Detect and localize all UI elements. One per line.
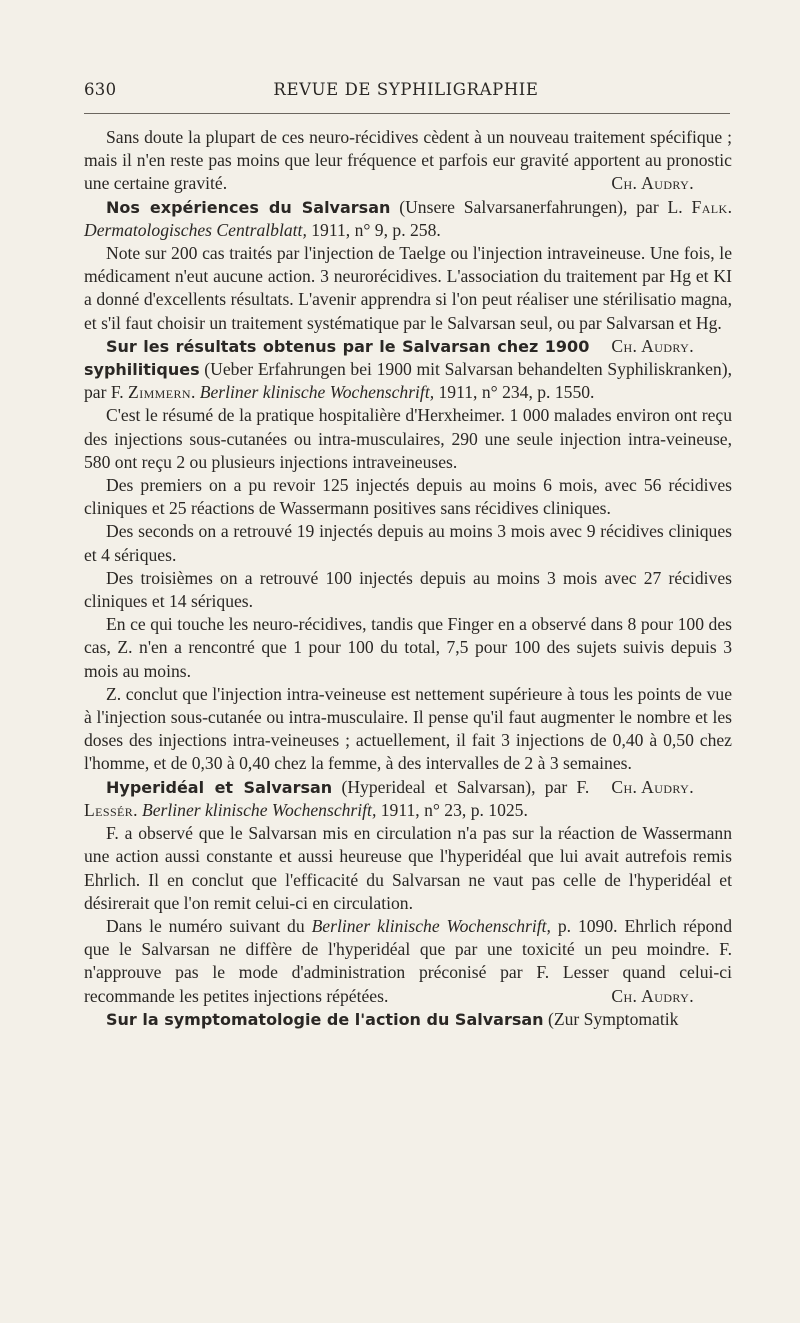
review-text: Note sur 200 cas traités par l'injection de Taelge ou l'injection intraveineuse. Une fois, le médicament n'eut aucune action. 3 neurorécidives. L'association du traitement par Hg et KI a donné d'excellents résultats. L'avenir apprendra si l'on peut réaliser une stérilisatio magna, et s'il faut choisir un traitement systématique par le Salvarsan seul, ou par Salvarsan et Hg. Ch. Audry.: [84, 242, 732, 335]
running-header: [84, 80, 728, 104]
review-title: Nos expériences du Salvarsan: [106, 197, 391, 217]
journal-name: Berliner klinische Wochenschrift,: [311, 915, 551, 936]
journal-title: REVUE DE SYPHILIGRAPHIE: [273, 80, 539, 99]
review-paragraph: Dans le numéro suivant du Berliner klinische Wochenschrift, p. 1090. Ehrlich répond que le Salvarsan ne diffère de l'hyperidéal que par une toxicité un peu moindre. F. n'approuve pas le mode d'administration préconisé par F. Lesser quand celui-ci recommande les petites injections répétées. Ch. Audry.: [84, 915, 732, 1008]
review-paragraph: F. a observé que le Salvarsan mis en circulation n'a pas sur la réaction de Wassermann une action aussi constante et aussi heureuse que l'hyperidéal que lui avait autrefois remis Ehrlich. Il en conclut que l'efficacité du Salvarsan ne vaut pas celle de l'hyperidéal et désirerait que l'on remit celui-ci en circulation.: [84, 823, 732, 913]
review-paragraph: Des seconds on a retrouvé 19 injectés depuis au moins 3 mois avec 9 récidives cliniques et 4 sériques.: [84, 521, 732, 565]
journal-name: Berliner klinische Wochenschrift,: [199, 382, 435, 403]
author-name: Zimmern: [128, 382, 191, 403]
author-name: Lessér: [84, 799, 134, 820]
article-body: [84, 126, 732, 1031]
header-rule: [84, 113, 730, 114]
review-title: Hyperidéal et Salvarsan: [106, 777, 333, 797]
review-heading-zimmern: Sur les résultats obtenus par le Salvarsan chez 1900 syphilitiques (Ueber Erfahrungen bei 1900 mit Salvarsan behandelten Syphiliskranken), par F. Zimmern. Berliner klinische Wochenschrift, 1911, n° 234, p. 1550.: [84, 336, 732, 403]
journal-name: Berliner klinische Wochenschrift,: [141, 799, 377, 820]
review-paragraph: Z. conclut que l'injection intra-veineuse est nettement supérieure à tous les points de vue à l'injection sous-cutanée ou intra-musculaire. Il pense qu'il faut augmenter le nombre et les doses des injections intra-veineuses ; actuellement, il fait 3 injections de 0,40 à 0,50 chez l'homme, et de 0,30 à 0,40 chez la femme, à des intervalles de 2 à 3 semaines. Ch. Audry.: [84, 683, 732, 776]
journal-name: Dermatologisches Centralblatt,: [84, 219, 307, 240]
review-paragraph: Des premiers on a pu revoir 125 injectés depuis au moins 6 mois, avec 56 récidives cliniques et 25 réactions de Wassermann positives sans récidives cliniques.: [84, 475, 732, 519]
author-name: Falk: [691, 196, 728, 217]
signature: Ch. Audry.: [611, 776, 694, 797]
review-heading-falk: Nos expériences du Salvarsan (Unsere Salvarsanerfahrungen), par L. Falk. Dermatologisches Centralblatt, 1911, n° 9, p. 258.: [84, 196, 733, 240]
review-heading-lesser: Hyperidéal et Salvarsan (Hyperideal et Salvarsan), par F. Lessér. Berliner klinische Wochenschrift, 1911, n° 23, p. 1025.: [84, 776, 590, 820]
signature: Ch. Audry.: [611, 335, 694, 356]
intro-paragraph: Sans doute la plupart de ces neuro-récidives cèdent à un nouveau traitement spécifique ; mais il n'en reste pas moins que leur fréquence et parfois eur gravité apportent au pronostic une certaine gravité. Ch. Audry.: [84, 126, 732, 196]
review-title: Sur les résultats obtenus par le Salvarsan chez 1900 syphilitiques: [84, 336, 590, 380]
review-paragraph: En ce qui touche les neuro-récidives, tandis que Finger en a observé dans 8 pour 100 des cas, Z. n'en a rencontré que 1 pour 100 du total, 7,5 pour 100 des sujets suivis depuis 3 mois au moins.: [84, 614, 732, 681]
review-paragraph: Des troisièmes on a retrouvé 100 injectés depuis au moins 3 mois avec 27 récidives cliniques et 14 sériques.: [84, 567, 732, 612]
review-paragraph: C'est le résumé de la pratique hospitalière d'Herxheimer. 1 000 malades environ ont reçu des injections sous-cutanées ou intra-musculaires, 290 une seule injection intra-veineuse, 580 ont reçu 2 ou plusieurs injections intraveineuses.: [84, 405, 732, 472]
review-title: Sur la symptomatologie de l'action du Salvarsan: [106, 1009, 544, 1029]
signature: Ch. Audry.: [611, 985, 694, 1006]
signature: Ch. Audry.: [611, 173, 694, 194]
page-number: 630: [84, 80, 117, 99]
review-heading-symptomatologie: Sur la symptomatologie de l'action du Salvarsan (Zur Symptomatik: [106, 1008, 679, 1029]
